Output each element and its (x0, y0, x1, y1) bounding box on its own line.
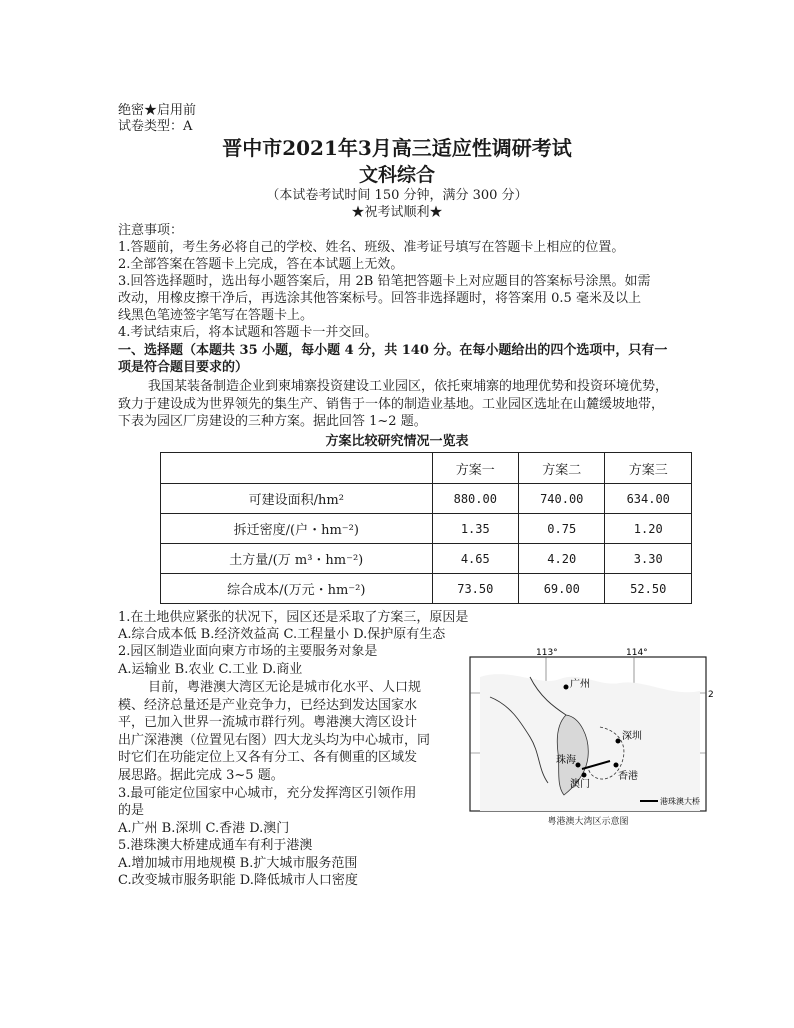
row-label: 综合成本/(万元・hm⁻²) (161, 574, 433, 604)
question-3-options: A.广州 B.深圳 C.香港 D.澳门 (118, 821, 290, 836)
confidential-label: 绝密★启用前 (118, 103, 197, 118)
comparison-table (160, 452, 692, 604)
label-macau: 澳门 (570, 779, 590, 790)
question-1: 1.在土地供应紧张的状况下，园区还是采取了方案三，原因是 (118, 610, 469, 625)
table-row (161, 514, 692, 544)
lon-label-113: 113° (536, 648, 558, 658)
passage2-line: 展思路。据此完成 3~5 题。 (118, 768, 284, 783)
passage2-line: 时它们在功能定位上又各有分工、各有侧重的区域发 (118, 750, 418, 765)
question-1-options: A.综合成本低 B.经济效益高 C.工程量小 D.保护原有生态 (118, 627, 446, 642)
notes-heading: 注意事项： (118, 223, 184, 238)
note-item: 4.考试结束后，将本试题和答题卡一并交回。 (118, 325, 378, 340)
passage-line: 下表为园区厂房建设的三种方案。据此回答 1~2 题。 (118, 414, 427, 429)
question-2: 2.园区制造业面向柬方市场的主要服务对象是 (118, 644, 378, 659)
wish-line: ★祝考试顺利★ (351, 205, 443, 220)
table-cell: 4.20 (519, 544, 605, 574)
table-cell: 69.00 (519, 574, 605, 604)
label-guangzhou: 广州 (570, 679, 590, 690)
lat-label: 2 (708, 690, 714, 700)
table-cell: 880.00 (432, 484, 518, 514)
hongkong-dot (614, 763, 619, 768)
time-note: （本试卷考试时间 150 分钟，满分 300 分） (266, 188, 528, 203)
note-item: 3.回答选择题时，选出每小题答案后，用 2B 铅笔把答题卡上对应题目的答案标号涂黑。如需 (118, 274, 651, 289)
lon-label-114: 114° (626, 648, 648, 658)
section-heading: 一、选择题（本题共 35 小题，每小题 4 分，共 140 分。在每小题给出的四个选项中，只有一 (118, 343, 668, 358)
legend-bridge-label: 港珠澳大桥 (660, 797, 700, 806)
note-item: 2.全部答案在答题卡上完成，答在本试题上无效。 (118, 257, 404, 272)
land-area (480, 674, 700, 811)
zhuhai-dot (576, 763, 581, 768)
table-cell: 4.65 (432, 544, 518, 574)
exam-title: 晋中市2021年3月高三适应性调研考试 (222, 136, 572, 160)
guangzhou-dot (564, 685, 569, 690)
table-cell: 73.50 (432, 574, 518, 604)
table-header-row (161, 453, 692, 484)
table-cell: 634.00 (605, 484, 692, 514)
label-hongkong: 香港 (618, 771, 638, 782)
passage2-line: 平，已加入世界一流城市群行列。粤港澳大湾区设计 (118, 715, 418, 730)
table-header-cell: 方案一 (432, 453, 518, 484)
table-row (161, 574, 692, 604)
table-header-cell: 方案三 (605, 453, 692, 484)
passage-line: 我国某装备制造企业到柬埔寨投资建设工业园区，依托柬埔寨的地理优势和投资环境优势， (148, 379, 669, 394)
macau-dot (582, 773, 587, 778)
question-2-options: A.运输业 B.农业 C.工业 D.商业 (118, 662, 303, 677)
table-cell: 0.75 (519, 514, 605, 544)
passage2-line: 模、经济总量还是产业竞争力，已经达到发达国家水 (118, 698, 418, 713)
section-heading-cont: 项是符合题目要求的） (118, 360, 249, 375)
note-item: 1.答题前，考生务必将自己的学校、姓名、班级、准考证号填写在答题卡上相应的位置。 (118, 240, 625, 255)
map-caption: 粤港澳大湾区示意图 (547, 817, 629, 827)
note-item: 改动，用橡皮擦干净后，再选涂其他答案标号。回答非选择题时，将答案用 0.5 毫米及以上 (118, 291, 641, 306)
table-cell: 52.50 (605, 574, 692, 604)
table-cell: 1.35 (432, 514, 518, 544)
question-3: 3.最可能定位国家中心城市，充分发挥湾区引领作用 (118, 786, 417, 801)
row-label: 可建设面积/hm² (161, 484, 433, 514)
table-row (161, 484, 692, 514)
passage2-line: 出广深港澳（位置见右图）四大龙头均为中心城市，同 (118, 733, 431, 748)
table-cell: 740.00 (519, 484, 605, 514)
table-header-cell (161, 453, 433, 484)
question-3-cont: 的是 (118, 803, 145, 818)
table-header-cell: 方案二 (519, 453, 605, 484)
row-label: 土方量/(万 m³・hm⁻²) (161, 544, 433, 574)
table-row (161, 544, 692, 574)
label-shenzhen: 深圳 (622, 731, 642, 742)
question-5-options-a: A.增加城市用地规模 B.扩大城市服务范围 (118, 856, 358, 871)
table-caption: 方案比较研究情况一览表 (325, 434, 469, 449)
note-item: 线黑色笔迹签字笔写在答题卡上。 (118, 308, 314, 323)
row-label: 拆迁密度/(户・hm⁻²) (161, 514, 433, 544)
subject-title: 文科综合 (358, 164, 435, 186)
question-5: 5.港珠澳大桥建成通车有利于港澳 (118, 838, 313, 853)
shenzhen-dot (616, 739, 621, 744)
table-cell: 3.30 (605, 544, 692, 574)
label-zhuhai: 珠海 (556, 755, 576, 766)
passage-line: 致力于建设成为世界领先的集生产、销售于一体的制造业基地。工业园区选址在山麓缓坡地带， (118, 397, 665, 412)
paper-type: 试卷类型：A (118, 119, 193, 134)
question-5-options-c: C.改变城市服务职能 D.降低城市人口密度 (118, 873, 358, 888)
table-cell: 1.20 (605, 514, 692, 544)
passage2-line: 目前，粤港澳大湾区无论是城市化水平、人口规 (148, 680, 422, 695)
bay-area-map (470, 648, 714, 813)
